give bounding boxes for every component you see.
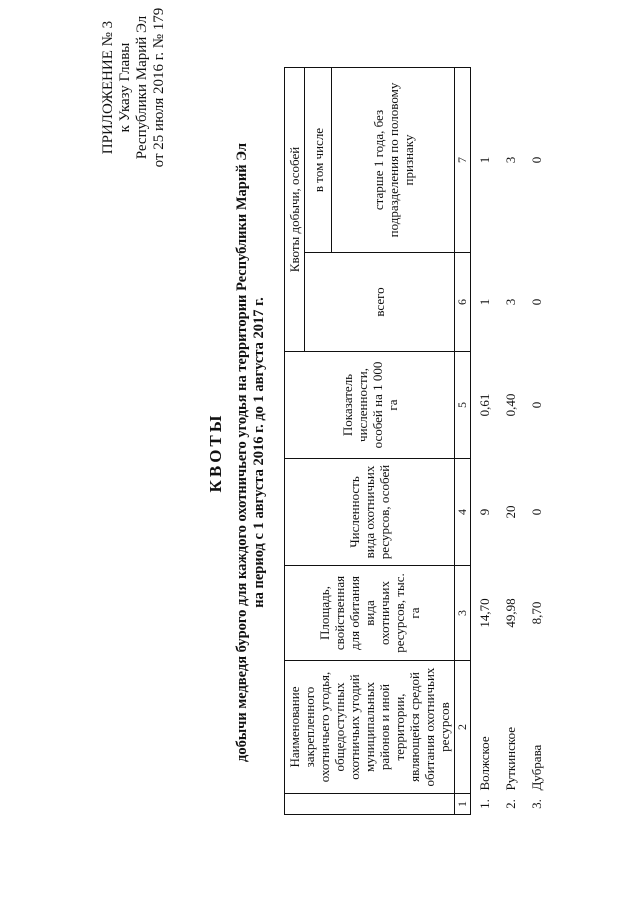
header-total: всего <box>305 253 455 352</box>
row-number: 1. <box>476 799 492 809</box>
column-number: 6 <box>455 253 471 352</box>
header-older: старше 1 года, без подразделения по половому признаку <box>332 68 455 253</box>
subtitle-line-2: на период с 1 августа 2016 г. до 1 августа 2017 г. <box>251 297 267 608</box>
table-row <box>523 68 549 815</box>
subtitle-line-1: добычи медведя бурого для каждого охотничьего угодья на территории Республики Марий Эл <box>234 143 250 762</box>
column-number: 7 <box>455 68 471 253</box>
column-number: 4 <box>455 459 471 566</box>
row-number: 2. <box>502 799 518 809</box>
header-area-name: Наименование закрепленного охотничьего угодья, общедоступных охотничьих угодий муниципальных районов и иной территории, являющейся средой обитания охотничьих ресурсов <box>285 661 455 794</box>
table-row <box>471 68 498 815</box>
row-density: 0 <box>528 401 544 409</box>
header-quota-group: Квоты добычи, особей <box>285 68 305 352</box>
table-row <box>497 68 523 815</box>
appendix-date: от 25 июля 2016 г. № 179 <box>151 7 167 168</box>
row-number: 3. <box>528 799 544 809</box>
appendix-ref: к Указу Главы <box>117 42 133 133</box>
row-count: 9 <box>476 508 492 516</box>
document-subtitle <box>234 0 268 905</box>
header-habitat-area: Площадь, свойственная для обитания вида охотничьих ресурсов, тыс. га <box>285 566 455 661</box>
row-count: 0 <box>528 508 544 516</box>
column-number: 3 <box>455 566 471 661</box>
row-area: 49,98 <box>502 598 518 628</box>
header-row-1 <box>285 68 305 815</box>
row-older: 0 <box>528 156 544 164</box>
row-name: Руткинское <box>502 727 518 791</box>
row-name: Дубрава <box>528 744 544 791</box>
row-area: 14,70 <box>476 598 492 628</box>
column-number: 5 <box>455 352 471 459</box>
row-total: 1 <box>476 298 492 306</box>
row-area: 8,70 <box>528 601 544 625</box>
header-col-1 <box>285 794 455 815</box>
row-total: 0 <box>528 298 544 306</box>
row-count: 20 <box>502 505 518 519</box>
appendix-block <box>100 0 168 175</box>
row-total: 3 <box>502 298 518 306</box>
appendix-republic: Республики Марий Эл <box>134 15 150 160</box>
header-in-that: в том числе <box>305 68 332 253</box>
document-title: КВОТЫ <box>206 412 225 493</box>
column-number: 1 <box>455 794 471 815</box>
row-density: 0,61 <box>476 393 492 417</box>
header-population: Численность вида охотничьих ресурсов, особей <box>285 459 455 566</box>
appendix-number: ПРИЛОЖЕНИЕ № 3 <box>100 20 116 155</box>
column-number: 2 <box>455 661 471 794</box>
column-number-row <box>455 68 471 815</box>
row-older: 1 <box>476 156 492 164</box>
row-density: 0,40 <box>502 393 518 417</box>
quota-table <box>284 67 549 815</box>
header-density: Показатель численности, особей на 1 000 га <box>285 352 455 459</box>
row-name: Волжское <box>476 736 492 791</box>
row-older: 3 <box>502 156 518 164</box>
